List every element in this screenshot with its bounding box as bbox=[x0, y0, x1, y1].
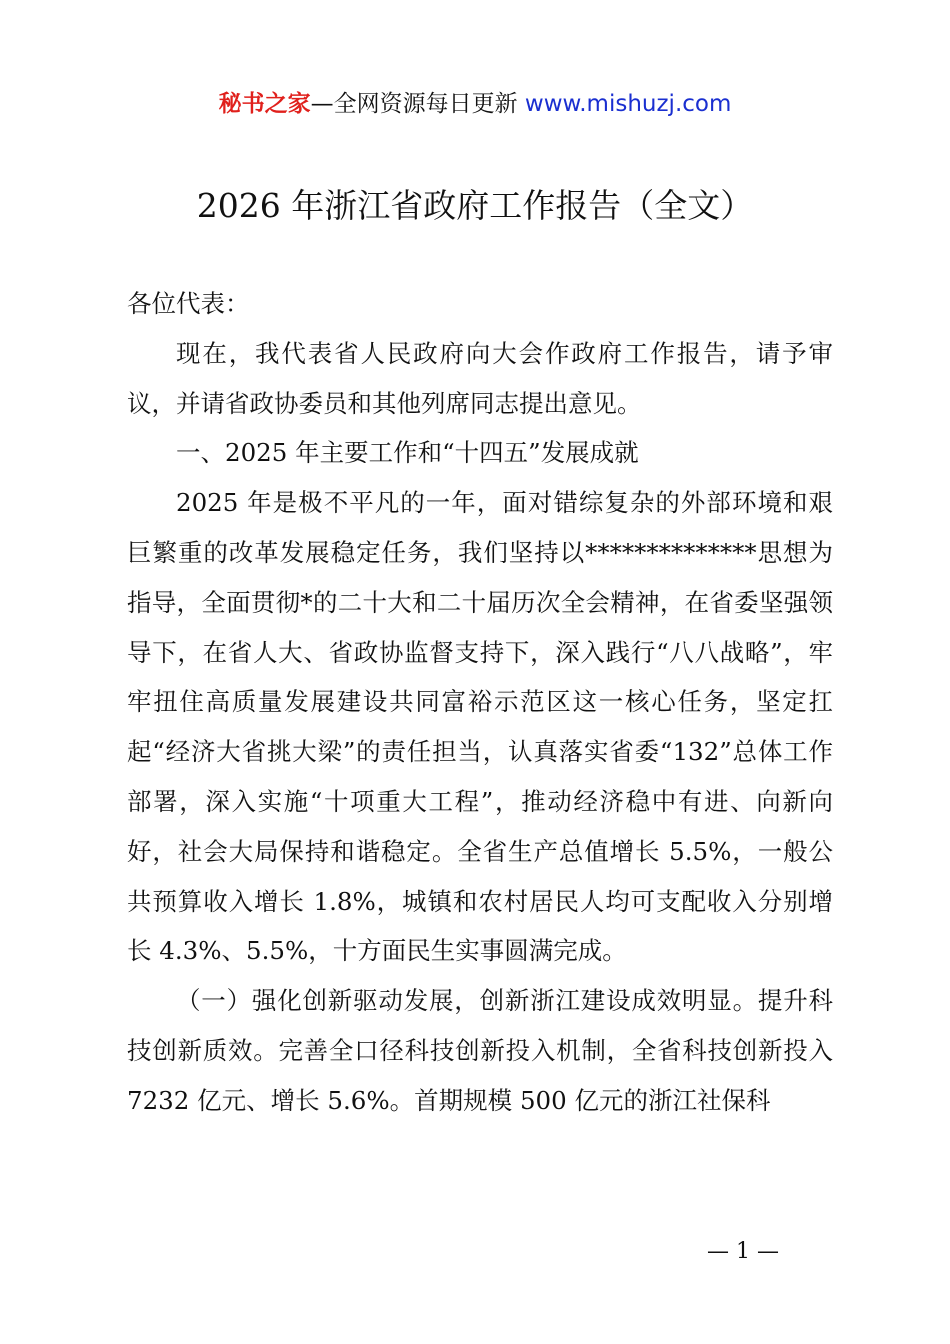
site-tagline: —全网资源每日更新 bbox=[310, 91, 525, 117]
document-body bbox=[127, 279, 833, 1126]
site-url-link[interactable]: www.mishuzj.com bbox=[524, 91, 732, 117]
paragraph-innovation: （一）强化创新驱动发展，创新浙江建设成效明显。提升科技创新质效。完善全口径科技创新投入机制，全省科技创新投入 7232 亿元、增长 5.6%。首期规模 500 亿元的浙江社保科 bbox=[127, 986, 833, 1115]
site-header bbox=[0, 86, 950, 122]
paragraph-overview: 2025 年是极不平凡的一年，面对错综复杂的外部环境和艰巨繁重的改革发展稳定任务，我们坚持以**************思想为指导，全面贯彻*的二十大和二十届历次全会精神，在省委坚强领导下，在省人大、省政协监督支持下，深入践行“八八战略”，牢牢扭住高质量发展建设共同富裕示范区这一核心任务，坚定扛起“经济大省挑大梁”的责任担当，认真落实省委“132”总体工作部署，深入实施“十项重大工程”，推动经济稳中有进、向新向好，社会大局保持和谐稳定。全省生产总值增长 5.5%，一般公共预算收入增长 1.8%，城镇和农村居民人均可支配收入分别增长 4.3%、5.5%，十方面民生实事圆满完成。 bbox=[127, 488, 833, 966]
paragraph-intro: 现在，我代表省人民政府向大会作政府工作报告，请予审议，并请省政协委员和其他列席同志提出意见。 bbox=[127, 338, 833, 418]
salutation: 各位代表： bbox=[127, 289, 250, 318]
page-number: — 1 — bbox=[707, 1239, 779, 1264]
document-title: 2026 年浙江省政府工作报告（全文） bbox=[196, 186, 754, 225]
site-brand-name: 秘书之家 bbox=[218, 91, 311, 117]
section-heading-1: 一、2025 年主要工作和“十四五”发展成就 bbox=[176, 438, 639, 468]
